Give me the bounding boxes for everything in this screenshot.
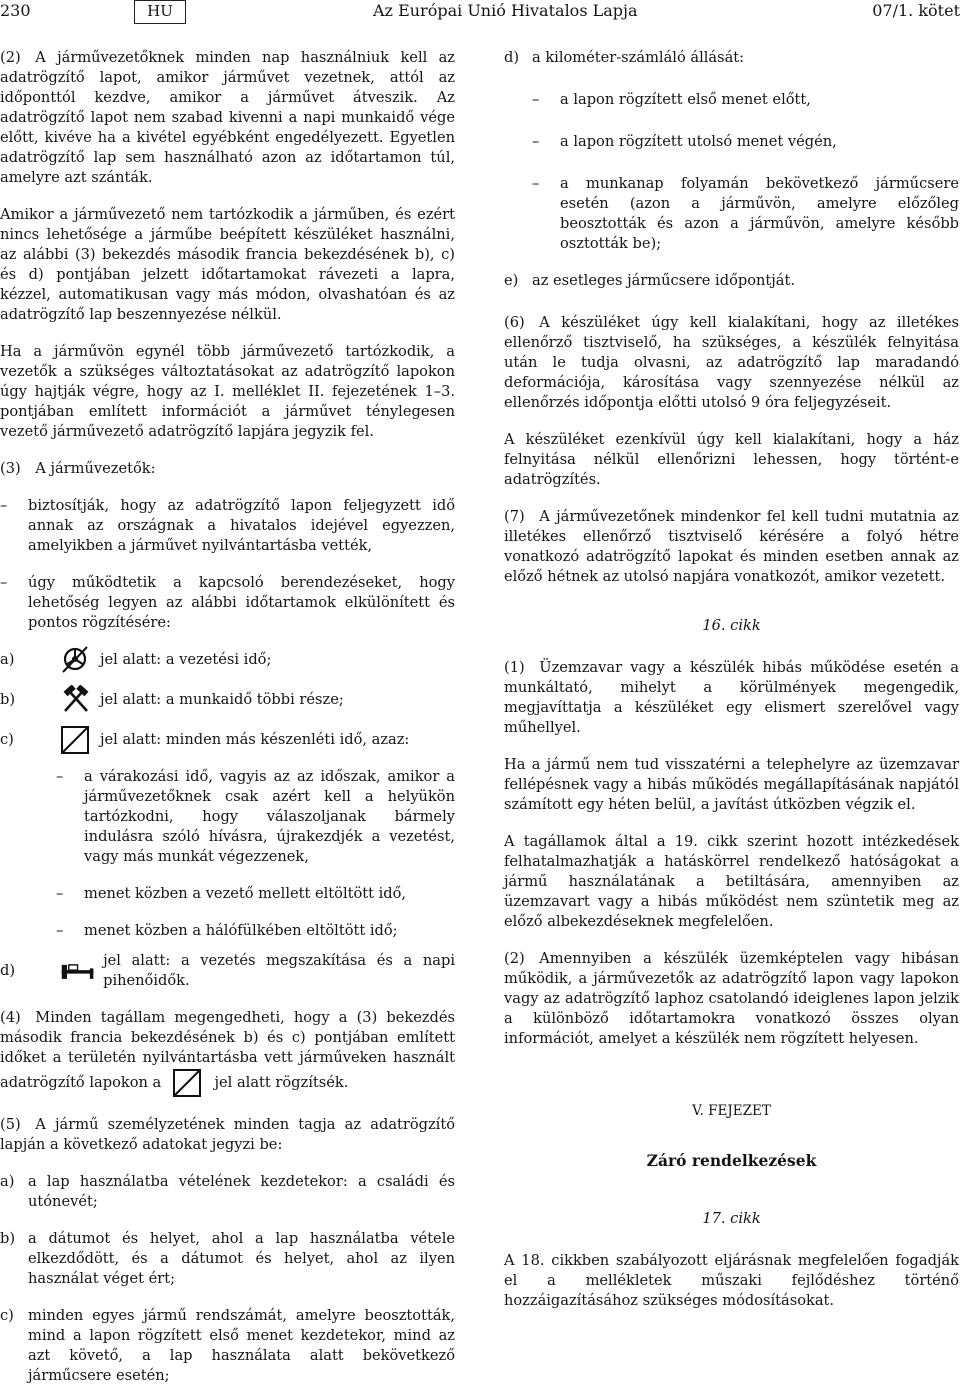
dash-text: úgy működtetik a kapcsoló berendezéseket, hogy lehetőség legyen az alábbi időtartamok elkülönített és pontos rögzítésére: [28,574,455,631]
availability-box-icon [60,725,92,755]
paragraph-5-heading: (5) A jármű személyzetének minden tagja az adatrögzítő lapján a következő adatokat jegyzi be: [0,1116,455,1153]
bed-icon [60,956,95,986]
dash-text: biztosítják, hogy az adatrögzítő lapon feljegyzett idő annak az országnak a hivatalos idejével egyezzen, amelyikben a járművet nyilvántartásba vették, [28,497,455,554]
dash-item [0,496,455,556]
subdash-text: menet közben a vezető mellett eltöltött idő, [84,885,407,902]
item-label: d) [0,962,16,979]
item-text: jel alatt: a vezetés megszakítása és a napi pihenőidők. [103,952,455,989]
item-label: c) [0,1307,14,1324]
symbol-item-d [0,951,455,991]
paragraph-amikor: Amikor a járművezető nem tartózkodik a járműben, és ezért nincs lehetősége a járműbe beépített készüléket használni, az alábbi (3) bekezdés második francia bekezdésének b), c) és d) pontjában jelzett időtartamokat rávezeti a lapra, kézzel, automatikusan vagy más módon, olvashatóan és az adatrögzítő lap beszennyezése nélkül. [0,206,455,323]
paragraph-16-1: (1) Üzemzavar vagy a készülék hibás működése esetén a munkáltató, mihelyt a körülmények megengedik, megjavíttatja a készüléket egy elismert szerelővel vagy műhellyel. [504,659,959,736]
availability-box-icon [172,1068,204,1098]
item-text: jel alatt: minden más készenléti idő, azaz: [100,731,410,748]
item-text: a kilométer-számláló állását: [532,49,745,66]
chapter-title: Záró rendelkezések [646,1151,817,1170]
article-17-title: 17. cikk [702,1210,761,1227]
volume-label: 07/1. kötet [872,1,960,20]
item-text: a dátumot és helyet, ahol a lap használatba vétele elkezdődött, és a dátumot és helyet, ahol az ilyen használat véget ért; [28,1230,455,1287]
page-header [0,0,960,24]
subdash-item [56,884,455,904]
dash-icon: – [56,885,64,902]
item-label: b) [0,1230,16,1247]
paragraph-4 [0,1008,455,1098]
dash-item [532,132,959,152]
symbol-item-a [0,645,455,675]
subdash-text: menet közben a hálófülkében eltöltött idő; [84,922,398,939]
dash-icon: – [532,175,540,192]
paragraph-7: (7) A járművezetőnek mindenkor fel kell tudni mutatnia az illetékes ellenőrző tisztviselő kérésére a folyó hétre vonatkozó adatrögzítő lapokat és minden esetben annak az előző hétnek az utolsó napjára vonatkozót, amikor vezetett. [504,508,959,585]
item-text: jel alatt: a vezetési idő; [100,651,272,668]
item-label: c) [0,731,14,748]
crossed-hammers-icon [60,685,92,715]
item-label: a) [0,651,15,668]
dash-icon: – [532,91,540,108]
dash-icon: – [0,574,8,591]
dash-text: a lapon rögzített első menet előtt, [560,91,811,108]
list-item [0,1229,455,1289]
paragraph-6: (6) A készüléket úgy kell kialakítani, hogy az illetékes ellenőrző tisztviselő, ha szükséges, a készülék felnyitása után le tudja olvasni, az adatrögzítő lap maradandó deformációja, károsítása vagy szennyezése nélkül az ellenőrzés időpontja előtti utolsó 9 óra feljegyzéseit. [504,314,959,411]
list-item [504,48,959,68]
subdash-item [56,921,455,941]
item-label: b) [0,691,16,708]
paragraph-17: A 18. cikkben szabályozott eljárásnak megfelelően fogadják el a mellékletek műszaki fejlődéshez történő hozzáigazításához szükséges módosításokat. [504,1252,959,1309]
dash-icon: – [56,922,64,939]
symbol-item-b [0,685,455,715]
item-text: az esetleges járműcsere időpontját. [532,272,795,289]
list-item [0,1172,455,1212]
dash-icon: – [0,497,8,514]
item-label: e) [504,272,519,289]
list-item [0,1306,455,1386]
paragraph-2: (2) A járművezetőknek minden nap használniuk kell az adatrögzítő lapot, amikor járművet vezetnek, attól az időponttól kezdve, amikor a járművet átveszik. Az adatrögzítő lapot nem szabad kivenni a napi munkaidő vége előtt, kivéve ha a kivétel egyébként engedélyezett. Egyetlen adatrögzítő lap sem használható azon az időtartamon túl, amelyre azt szánták. [0,49,455,186]
paragraph-4-after: jel alatt rögzítsék. [214,1074,349,1091]
paragraph-3-heading: (3) A járművezetők: [0,460,156,477]
subdash-text: a várakozási idő, vagyis az az időszak, amikor a járművezetőknek csak azért kell a helyükön tartózkodni, hogy válaszoljanak bármely indulásra szóló hívásra, újrakezdjék a vezetést, vagy más munkát végezzenek, [84,768,455,865]
left-column [0,48,455,1386]
dash-text: a lapon rögzített utolsó menet végén, [560,133,837,150]
paragraph-16-tagallamok: A tagállamok által a 19. cikk szerint hozott intézkedések felhatalmazhatják a hatáskörrel rendelkező hatóságokat a jármű használatának a betiltására, amennyiben az üzemzavart vagy a hibás működést nem szüntetik meg az előző albekezdéseknek megfelelően. [504,833,959,930]
symbol-item-c [0,725,455,755]
paragraph-ha: Ha a járművön egynél több járművezető tartózkodik, a vezetők a szükséges változtatásokat az adatrögzítő lapokon úgy hajtják végre, hogy az I. melléklet II. fejezetének 1–3. pontjában említett információt a járművet ténylegesen vezető járművezető adatrögzítő lapjára jegyzik fel. [0,343,455,440]
article-16-title: 16. cikk [702,617,761,634]
paragraph-16-2: (2) Amennyiben a készülék üzemképtelen vagy hibásan működik, a járművezetők az adatrögzítő lapon vagy lapokon vagy az adatrögzítő laphoz csatolandó ideiglenes lapon jelzik a különböző időtartamokra vonatkozó összes olyan információt, amelyet a készülék nem rögzített helyesen. [504,950,959,1047]
dash-item [0,573,455,633]
item-text: a lap használatba vételének kezdetekor: a családi és utónevét; [28,1173,455,1210]
item-label: d) [504,49,520,66]
list-item [504,271,959,291]
chapter-heading: V. FEJEZET [692,1103,771,1119]
dash-item [532,90,959,110]
item-text: jel alatt: a munkaidő többi része; [100,691,344,708]
right-column [504,48,959,1311]
subdash-item [56,767,455,867]
steering-wheel-icon [60,645,92,675]
dash-icon: – [532,133,540,150]
page-number: 230 [0,1,31,20]
language-code-box: HU [134,0,186,24]
dash-icon: – [56,768,64,785]
journal-title: Az Európai Unió Hivatalos Lapja [373,1,638,20]
item-text: minden egyes jármű rendszámát, amelyre beosztották, mind a lapon rögzített első menet kezdetekor, mind az azt követő, a lap használata alatt bekövetkező járműcsere esetén; [28,1307,455,1384]
dash-text: a munkanap folyamán bekövetkező járműcsere esetén (azon a járművön, amelyre előzőleg beosztották és azon a járművön, amelyre később osztották be); [560,175,959,252]
item-label: a) [0,1173,15,1190]
paragraph-keszulek: A készüléket ezenkívül úgy kell kialakítani, hogy a ház felnyitása nélkül ellenőrizni lehessen, hogy történt-e adatrögzítés. [504,431,959,488]
paragraph-16-ha: Ha a jármű nem tud visszatérni a telephelyre az üzemzavar fellépésnek vagy a hibás működés megállapításának napjától számított egy héten belül, a javítást útközben végzik el. [504,756,959,813]
paragraph-4-before: (4) Minden tagállam megengedheti, hogy a (3) bekezdés második francia bekezdésének b) és c) pontjában említett időket a területén nyilvántartásba vett járműveken használt adatrögzítő lapokon a [0,1009,455,1091]
dash-item [532,174,959,254]
